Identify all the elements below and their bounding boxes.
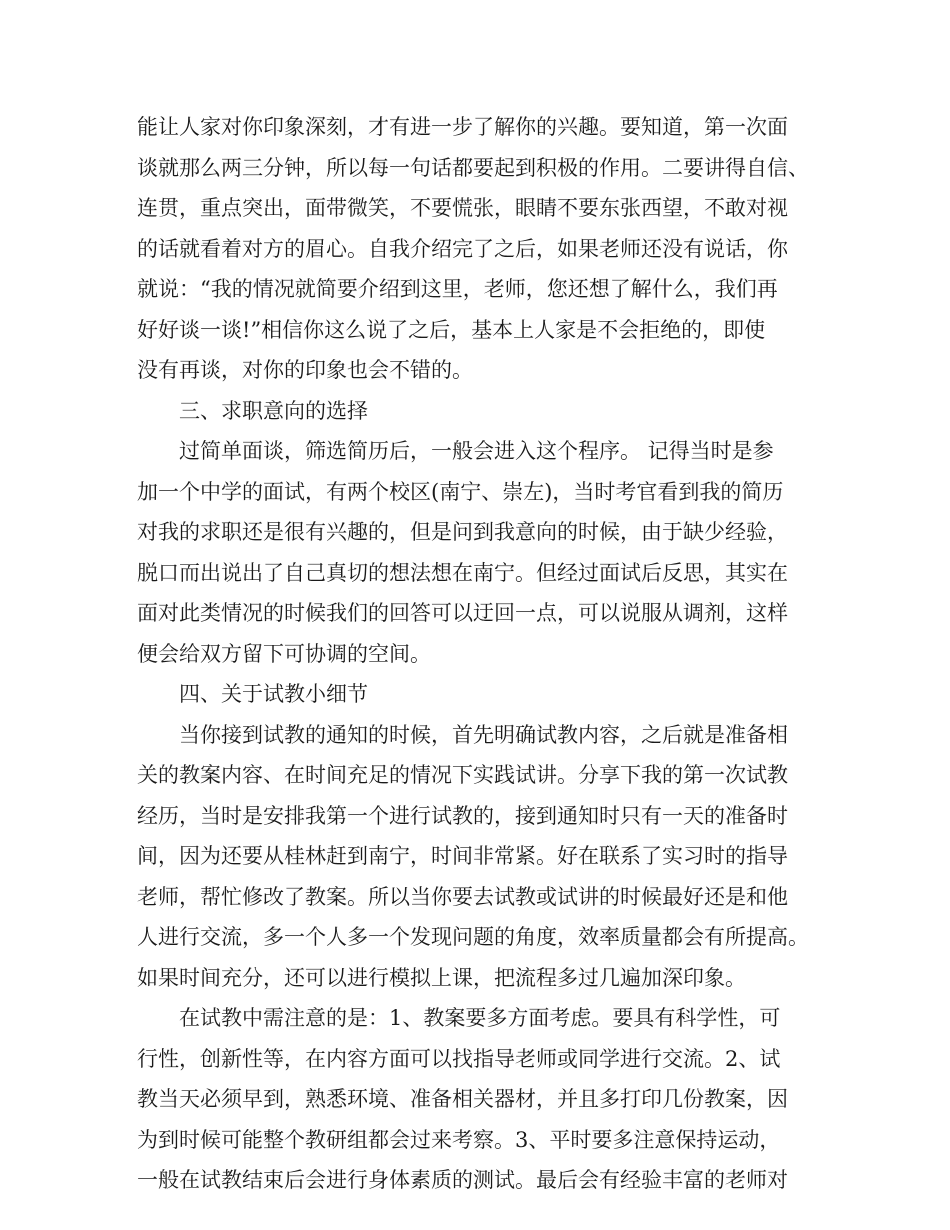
text-line: 能让人家对你印象深刻，才有进一步了解你的兴趣。要知道，第一次面 — [137, 115, 788, 139]
text-line: 在试教中需注意的是：1、教案要多方面考虑。要具有科学性，可 — [179, 1006, 781, 1030]
text-line: 为到时候可能整个教研组都会过来考察。3、平时要多注意保持运动， — [137, 1127, 781, 1152]
text-line: 就说：“我的情况就简要介绍到这里，老师，您还想了解什么，我们再 — [137, 277, 778, 301]
text-line: 过简单面谈，筛选简历后，一般会进入这个程序。 记得当时是参 — [179, 439, 774, 463]
text-line: 经历，当时是安排我第一个进行试教的，接到通知时只有一天的准备时 — [137, 803, 788, 828]
text-line: 如果时间充分，还可以进行模拟上课，把流程多过几遍加深印象。 — [137, 965, 746, 990]
text-line: 一般在试教结束后会进行身体素质的测试。最后会有经验丰富的老师对 — [137, 1168, 788, 1192]
text-line: 没有再谈，对你的印象也会不错的。 — [137, 358, 473, 382]
text-line: 加一个中学的面试，有两个校区(南宁、崇左)，当时考官看到我的简历 — [137, 479, 784, 504]
text-line: 对我的求职还是很有兴趣的，但是问到我意向的时候，由于缺少经验， — [137, 520, 788, 544]
text-line: 的话就看着对方的眉心。自我介绍完了之后，如果老师还没有说话，你 — [137, 236, 788, 261]
text-line: 行性，创新性等，在内容方面可以找指导老师或同学进行交流。2、试 — [137, 1046, 781, 1071]
section-heading: 三、求职意向的选择 — [179, 398, 368, 423]
text-line: 当你接到试教的通知的时候，首先明确试教内容，之后就是准备相 — [179, 722, 788, 747]
section-heading: 四、关于试教小细节 — [179, 682, 368, 706]
text-line: 好好谈一谈!”相信你这么说了之后，基本上人家是不会拒绝的，即使 — [137, 317, 766, 342]
text-line: 人进行交流，多一个人多一个发现问题的角度，效率质量都会有所提高。 — [137, 925, 809, 949]
text-line: 便会给双方留下可协调的空间。 — [137, 641, 431, 666]
document-body — [137, 107, 827, 1201]
text-line: 谈就那么两三分钟，所以每一句话都要起到积极的作用。二要讲得自信、 — [137, 155, 809, 180]
text-line: 教当天必须早到，熟悉环境、准备相关器材，并且多打印几份教案，因 — [137, 1087, 788, 1111]
text-line: 连贯，重点突出，面带微笑，不要慌张，眼睛不要东张西望，不敢对视 — [137, 196, 788, 220]
text-line: 面对此类情况的时候我们的回答可以迂回一点，可以说服从调剂，这样 — [137, 601, 788, 625]
text-line: 关的教案内容、在时间充足的情况下实践试讲。分享下我的第一次试教 — [137, 763, 788, 787]
text-line: 间，因为还要从桂林赶到南宁，时间非常紧。好在联系了实习时的指导 — [137, 844, 788, 868]
text-line: 老师，帮忙修改了教案。所以当你要去试教或试讲的时候最好还是和他 — [137, 884, 788, 909]
text-line: 脱口而出说出了自己真切的想法想在南宁。但经过面试后反思，其实在 — [137, 560, 788, 585]
